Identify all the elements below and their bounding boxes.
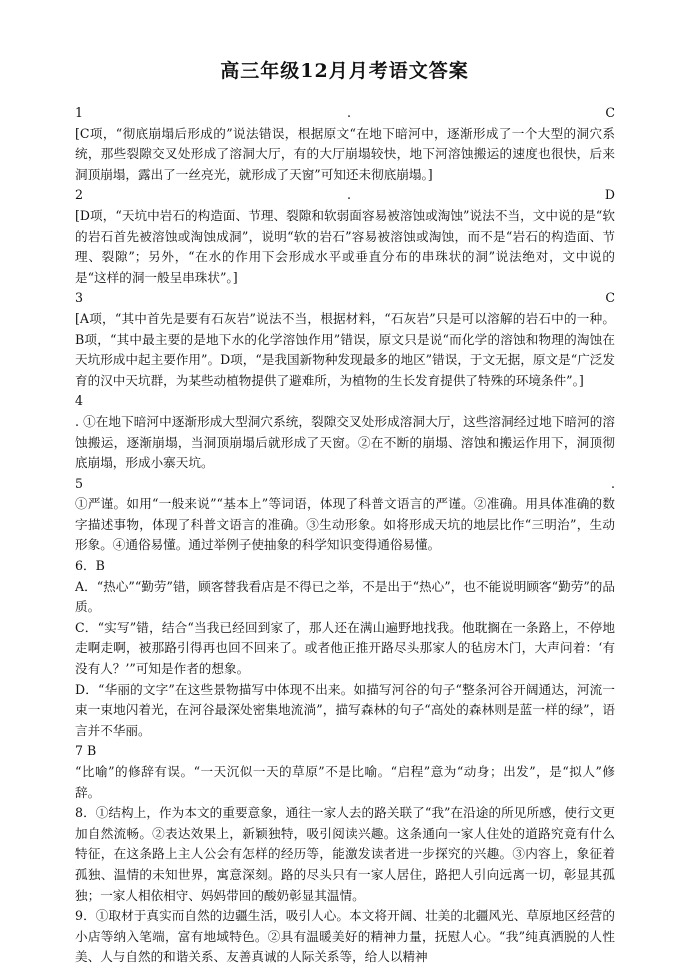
answer-6-option-a: A．“热心”“勤劳”错，顾客替我看店是不得已之举，不是出于“热心”，也不能说明顾客“勤劳”的品质。 xyxy=(75,578,615,615)
answer-5-explanation: ①严谨。如用“一般来说”“基本上”等词语，体现了科普文语言的严谨。②准确。用具体准确的数字描述事物，体现了科普文语言的准确。③生动形象。如将形成天坑的地层比作“三明治”，生动形象。④通俗易懂。通过举例子使抽象的科学知识变得通俗易懂。 xyxy=(75,496,615,553)
answer-2-header xyxy=(75,185,615,206)
answer-6-option-c: C．“实写”错，结合“当我已经回到家了，那人还在满山遍野地找我。他耽搁在一条路上，不停地走啊走啊，被那路引得再也回不回来了。或者他正推开路尽头那家人的毡房木门，大声问着：‘有没有人？’”可知是作者的想象。 xyxy=(75,619,615,677)
dot-separator: . xyxy=(610,475,615,491)
question-number: 3 xyxy=(75,290,84,306)
answer-letter: C xyxy=(605,290,615,306)
answer-6-option-d: D．“华丽的文字”在这些景物描写中体现不出来。如描写河谷的句子“整条河谷开阔通达，河流一束一束地闪着光，在河谷最深处密集地流淌”，描写森林的句子“高处的森林则是蓝一样的绿”，语言并不华丽。 xyxy=(75,681,615,738)
answer-8-explanation: 8．①结构上，作为本文的重要意象，通往一家人去的路关联了“我”在沿途的所见所感，使行文更加自然流畅。②表达效果上，新颖独特，吸引阅读兴趣。这条通向一家人住处的道路究竟有什么特征，在这条路上主人公会有怎样的经历等，能激发读者进一步探究的兴趣。③内容上，象征着孤独、温情的未知世界，寓意深刻。路的尽头只有一家人居住，路把人引向远离一切，彰显其孤独；一家人相依相守、妈妈带回的酸奶彰显其温情。 xyxy=(75,805,615,903)
answer-5-header xyxy=(75,474,615,495)
answer-3-explanation: [A项，“其中首先是要有石灰岩”说法不当，根据材料，“石灰岩”只是可以溶解的岩石中的一种。B项，“其中最主要的是地下水的化学溶蚀作用”错误，原文只是说“而化学的溶蚀和物理的淘蚀在天坑形成中起主要作用”。D项，“是我国新物种发现最多的地区”错误，于文无据，原文是“广泛发育的汉中天坑群，为某些动植物提供了避难所，为植物的生长发育提供了特殊的环境条件”。] xyxy=(75,310,615,388)
answer-content xyxy=(75,103,615,968)
answer-3-header xyxy=(75,288,615,309)
answer-7-header: 7 B xyxy=(75,743,97,759)
answer-1-explanation: [C项，“彻底崩塌后形成的”说法错误，根据原文“在地下暗河中，逐渐形成了一个大型的洞穴系统，那些裂隙交叉处形成了溶洞大厅，有的大厅崩塌较快，地下河溶蚀搬运的速度也很快，后来洞顶崩塌，露出了一丝亮光，就形成了天窗”可知还未彻底崩塌。] xyxy=(75,125,615,182)
answer-7-explanation: “比喻”的修辞有误。“一天沉似一天的草原”不是比喻。“启程”意为“动身；出发”，是“拟人”修辞。 xyxy=(75,764,615,800)
answer-2-explanation: [D项，“天坑中岩石的构造面、节理、裂隙和软弱面容易被溶蚀或淘蚀”说法不当，文中说的是“软的岩石首先被溶蚀或淘蚀成洞”，说明“软的岩石”容易被溶蚀或淘蚀，而不是“岩石的构造面、节理、裂隙”；另外，“在水的作用下会形成水平或垂直分布的串珠状的洞”说法绝对，文中说的是“这样的洞一般呈串珠状”。] xyxy=(75,207,615,285)
answer-6-header: 6．B xyxy=(75,558,105,574)
page-title: 高三年级12月月考语文答案 xyxy=(220,60,469,82)
question-number: 5 xyxy=(75,475,84,491)
question-number: 4 xyxy=(75,393,84,409)
dot-separator: . xyxy=(347,187,352,203)
question-number: 2 xyxy=(75,187,84,203)
answer-4-header xyxy=(75,391,615,412)
answer-1-header xyxy=(75,103,615,124)
question-number: 1 xyxy=(75,105,84,120)
dot-separator: . xyxy=(347,105,352,120)
answer-letter: C xyxy=(605,105,615,120)
answer-letter: D xyxy=(604,187,615,203)
answer-9-explanation: 9．①取材于真实而自然的边疆生活，吸引人心。本文将开阔、壮美的北疆风光、草原地区经营的小店等纳入笔端，富有地域特色。②具有温暖美好的精神力量，抚慰人心。“我”纯真洒脱的人性美、人与自然的和谐关系、友善真诚的人际关系等，给人以精神 xyxy=(75,908,615,965)
answer-4-explanation: . ①在地下暗河中逐渐形成大型洞穴系统，裂隙交叉处形成溶洞大厅，这些溶洞经过地下暗河的溶蚀搬运，逐渐崩塌，当洞顶崩塌后就形成了天窗。②在不断的崩塌、溶蚀和搬运作用下，洞顶彻底崩塌，形成小寨天坑。 xyxy=(75,413,615,471)
